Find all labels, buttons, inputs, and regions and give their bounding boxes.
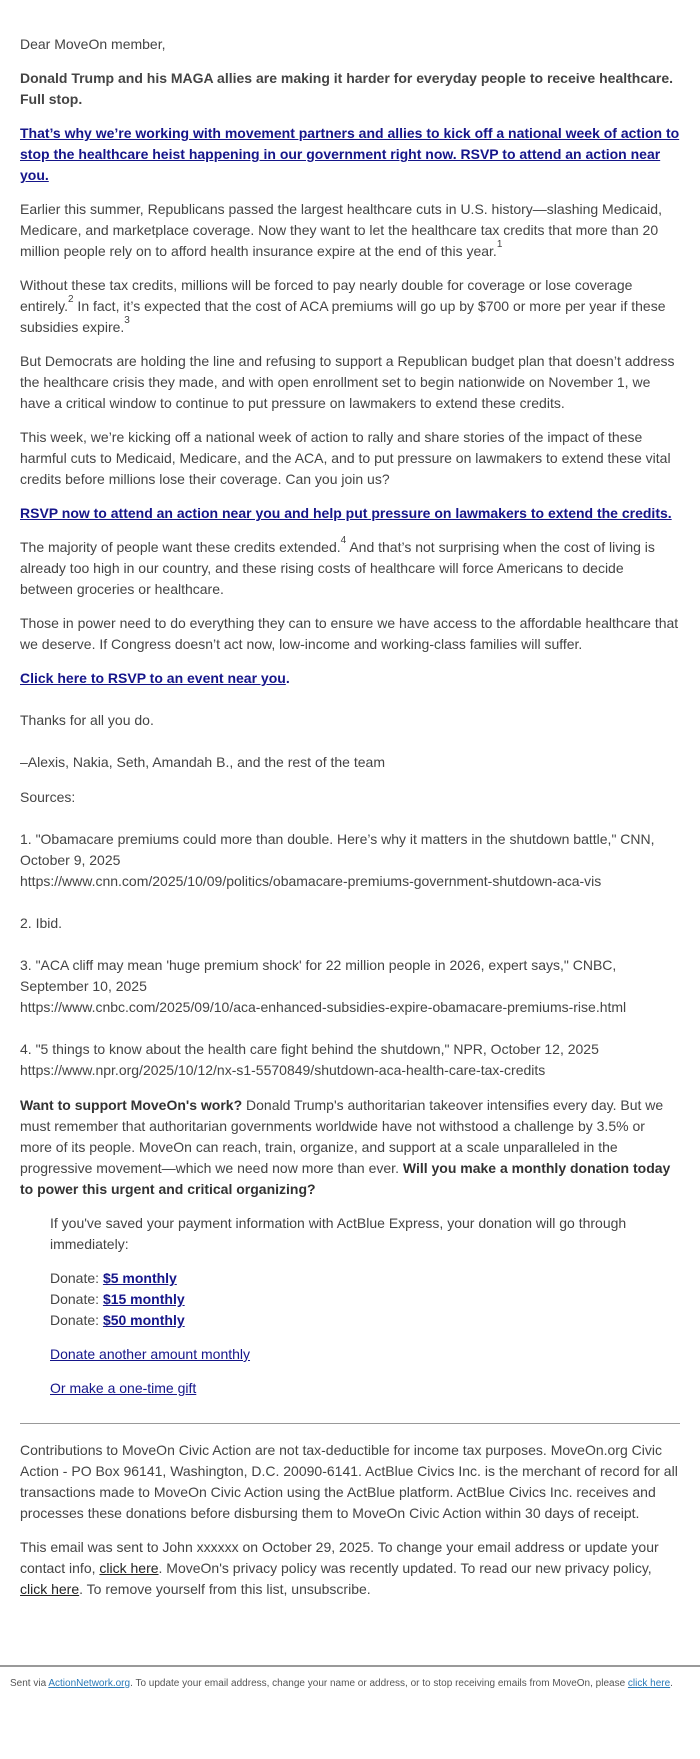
footnote-ref-1: 1	[496, 239, 503, 251]
update-contact-link[interactable]: click here	[99, 1560, 159, 1576]
sources-list	[20, 829, 680, 1081]
thanks-line: Thanks for all you do.	[20, 712, 154, 728]
donate-5-monthly-link[interactable]: $5 monthly	[102, 1270, 177, 1286]
action-network-link[interactable]: ActionNetwork.org	[48, 1678, 131, 1689]
paragraph-week-of-action: This week, we’re kicking off a national week of action to rally and share stories of the impact of these harmful cuts to Medicaid, Medicare, and the ACA, and to put pressure on lawmakers to extend these vital credits before millions lose their coverage. Can you join us?	[20, 429, 671, 487]
donate-row-5: Donate: $5 monthly	[50, 1270, 177, 1286]
paragraph-tax-credits: Without these tax credits, millions will be forced to pay nearly double for coverage or lose coverage entirely.$^2$ In fact, it’s expected that the cost of ACA premiums will go up by $700 or more per year if these subsidies expire.$^3$	[20, 277, 666, 335]
sources-heading: Sources:	[20, 789, 76, 805]
unsubscribe-link[interactable]: click here	[627, 1678, 671, 1689]
signature: –Alexis, Nakia, Seth, Amandah B., and the rest of the team	[20, 754, 385, 770]
donate-50-monthly-link[interactable]: $50 monthly	[102, 1312, 185, 1328]
tax-disclaimer: Contributions to MoveOn Civic Action are not tax-deductible for income tax purposes. MoveOn.org Civic Action - PO Box 96141, Washington, D.C. 20090-6141. ActBlue Civics Inc. is the merchant of record for all transactions made to MoveOn Civic Action using the ActBlue platform. ActBlue Civics Inc. receives and processes these donations before disbursing them to MoveOn Civic Action within 30 days of receipt.	[20, 1442, 678, 1521]
source-item: 1. "Obamacare premiums could more than double. Here’s why it matters in the shutdown battle," CNN, October 9, 2025 https://www.cnn.com/2025/10/09/politics/obamacare-premiums-government-shutdown-aca-vis	[20, 831, 655, 889]
footnote-ref-2: 2	[67, 294, 74, 306]
actblue-note: If you've saved your payment information with ActBlue Express, your donation will go through immediately:	[50, 1215, 627, 1252]
paragraph-democrats: But Democrats are holding the line and refusing to support a Republican budget plan that doesn’t address the healthcare crisis they made, and with open enrollment set to begin nationwide on November 1, we have a critical window to continue to put pressure on lawmakers to extend these credits.	[20, 353, 675, 411]
footnote-ref-3: 3	[124, 315, 130, 327]
paragraph-healthcare-cuts: Earlier this summer, Republicans passed the largest healthcare cuts in U.S. history—slashing Medicaid, Medicare, and marketplace coverage. Now they want to let the healthcare tax credits that more than 20 million people rely on to afford health insurance expire at the end of this year.$^1$	[20, 201, 662, 259]
rsvp-event-link[interactable]: Click here to RSVP to an event near you	[20, 670, 286, 686]
email-body: Dear MoveOn member, Donald Trump and his MAGA allies are making it harder for everyday people to receive healthcare. Full stop. That’s why we’re working with movement partners and allies to kick off a national week of action to stop the healthcare heist happening in our government right now. RSVP to attend an action near you. Earlier this summer, Republicans passed the largest healthcare cuts in U.S. history—slashing Medicaid, Medicare, and marketplace coverage. Now they want to let the healthcare tax credits that more than 20 million people rely on to afford health insurance expire at the end of this year.$^1$ Without these tax credits, millions will be forced to pay nearly double for coverage or lose coverage entirely.$^2$ In fact, it’s expected that the cost of ACA premiums will go up by $700 or more per year if these subsidies expire.$^3$ But Democrats are holding the line and refusing to support a Republican budget plan that doesn’t address the healthcare crisis they made, and with open enrollment set to begin nationwide on November 1, we have a critical window to continue to put pressure on lawmakers to extend these credits. This week, we’re kicking off a national week of action to rally and share stories of the impact of these harmful cuts to Medicaid, Medicare, and the ACA, and to put pressure on lawmakers to extend these vital credits before millions lose their coverage. Can you join us? RSVP now to attend an action near you and help put pressure on lawmakers to extend the credits. The majority of people want these credits extended.$^4$ And that’s not surprising when the cost of living is already too high in our country, and these rising costs of healthcare will force Americans to decide between groceries or healthcare. Those in power need to do everything they can to ensure we have access to the affordable healthcare that we deserve. If Congress doesn’t act now, low-income and working-class families will suffer. Click here to RSVP to an event near you. Thanks for all you do. –Alexis, Nakia, Seth, Amandah B., and the rest of the team Sources: 1. "Obamacare premiums could more than double. Here’s why it matters in the shutdown battle," CNN, October 9, 2025 https://www.cnn.com/2025/10/09/politics/obamacare-premiums-government-shutdown-aca-vis 2. Ibid. 3. "ACA cliff may mean 'huge premium shock' for 22 million people in 2026, expert says," CNBC, September 10, 2025 https://www.cnbc.com/2025/09/10/aca-enhanced-subsidies-expire-obamacare-premiums-rise.html 4. "5 things to know about the health care fight behind the shutdown," NPR, October 12, 2025 https://www.npr.org/2025/10/12/nx-s1-5570849/shutdown-aca-health-care-tax-credits Want to support MoveOn's work? Donald Trump's authoritarian takeover intensifies every day. But we must remember that authoritarian governments worldwide have not withstood a challenge by 3.5% or more of its people. MoveOn can reach, train, organize, and support at a scale unparalleled in the progressive movement—which we need now more than ever. Will you make a monthly donation today to power this urgent and critical organizing? If you've saved your payment information with ActBlue Express, your donation will go through immediately: Donate: $5 monthly Donate: $15 monthly Donate: $50 monthly Donate another amount monthly Or make a one-time gift Contributions to MoveOn Civic Action are not tax-deductible for income tax purposes. MoveOn.org Civic Action - PO Box 96141, Washington, D.C. 20090-6141. ActBlue Civics Inc. is the merchant of record for all transactions made to MoveOn Civic Action using the ActBlue platform. ActBlue Civics Inc. receives and processes these donations before disbursing them to MoveOn Civic Action within 30 days of receipt. This email was sent to John xxxxxx on October 29, 2025. To change your email address or update your contact info, click here. MoveOn's privacy policy was recently updated. To read our new privacy policy, click here. To remove yourself from this list, unsubscribe.	[0, 0, 700, 1665]
divider	[20, 1423, 680, 1424]
donate-row-50: Donate: $50 monthly	[50, 1312, 185, 1328]
source-item: 4. "5 things to know about the health care fight behind the shutdown," NPR, October 12, 2025 https://www.npr.org/2025/10/12/nx-s1-5570849/shutdown-aca-health-care-tax-credits	[20, 1041, 599, 1078]
one-time-gift-link[interactable]: Or make a one-time gift	[50, 1380, 197, 1396]
donate-15-monthly-link[interactable]: $15 monthly	[102, 1291, 185, 1307]
paragraph-majority: The majority of people want these credits extended.$^4$ And that’s not surprising when the cost of living is already too high in our country, and these rising costs of healthcare will force Americans to decide between groceries or healthcare.	[20, 535, 655, 597]
source-item: 2. Ibid.	[20, 915, 63, 931]
paragraph-those-in-power: Those in power need to do everything they can to ensure we have access to the affordable healthcare that we deserve. If Congress doesn’t act now, low-income and working-class families will suffer.	[20, 615, 679, 652]
intro-statement: Donald Trump and his MAGA allies are making it harder for everyday people to receive healthcare. Full stop.	[20, 70, 674, 107]
donation-block	[20, 1213, 680, 1399]
footer: Sent via ActionNetwork.org. To update your email address, change your name or address, or to stop receiving emails from MoveOn, please click here.	[10, 1678, 673, 1689]
support-appeal: Want to support MoveOn's work? Donald Trump's authoritarian takeover intensifies every day. But we must remember that authoritarian governments worldwide have not withstood a challenge by 3.5% or more of its people. MoveOn can reach, train, organize, and support at a scale unparalleled in the progressive movement—which we need now more than ever. Will you make a monthly donation today to power this urgent and critical organizing?	[20, 1097, 671, 1197]
donate-row-15: Donate: $15 monthly	[50, 1291, 185, 1307]
footnote-ref-4: 4	[340, 535, 347, 547]
rsvp-pressure-link[interactable]: RSVP now to attend an action near you and help put pressure on lawmakers to extend the credits.	[20, 505, 672, 521]
rsvp-action-link[interactable]: That’s why we’re working with movement partners and allies to kick off a national week of action to stop the healthcare heist happening in our government right now. RSVP to attend an action near you.	[20, 125, 680, 183]
privacy-policy-link[interactable]: click here	[20, 1581, 80, 1597]
donate-other-amount-link[interactable]: Donate another amount monthly	[50, 1346, 251, 1362]
source-item: 3. "ACA cliff may mean 'huge premium shock' for 22 million people in 2026, expert says," CNBC, September 10, 2025 https://www.cnbc.com/2025/09/10/aca-enhanced-subsidies-expire-obamacare-premiums-rise.html	[20, 957, 627, 1015]
greeting: Dear MoveOn member,	[20, 36, 166, 52]
email-notice: This email was sent to John xxxxxx on October 29, 2025. To change your email address or update your contact info, click here. MoveOn's privacy policy was recently updated. To read our new privacy policy, click here. To remove yourself from this list, unsubscribe.	[20, 1539, 659, 1597]
